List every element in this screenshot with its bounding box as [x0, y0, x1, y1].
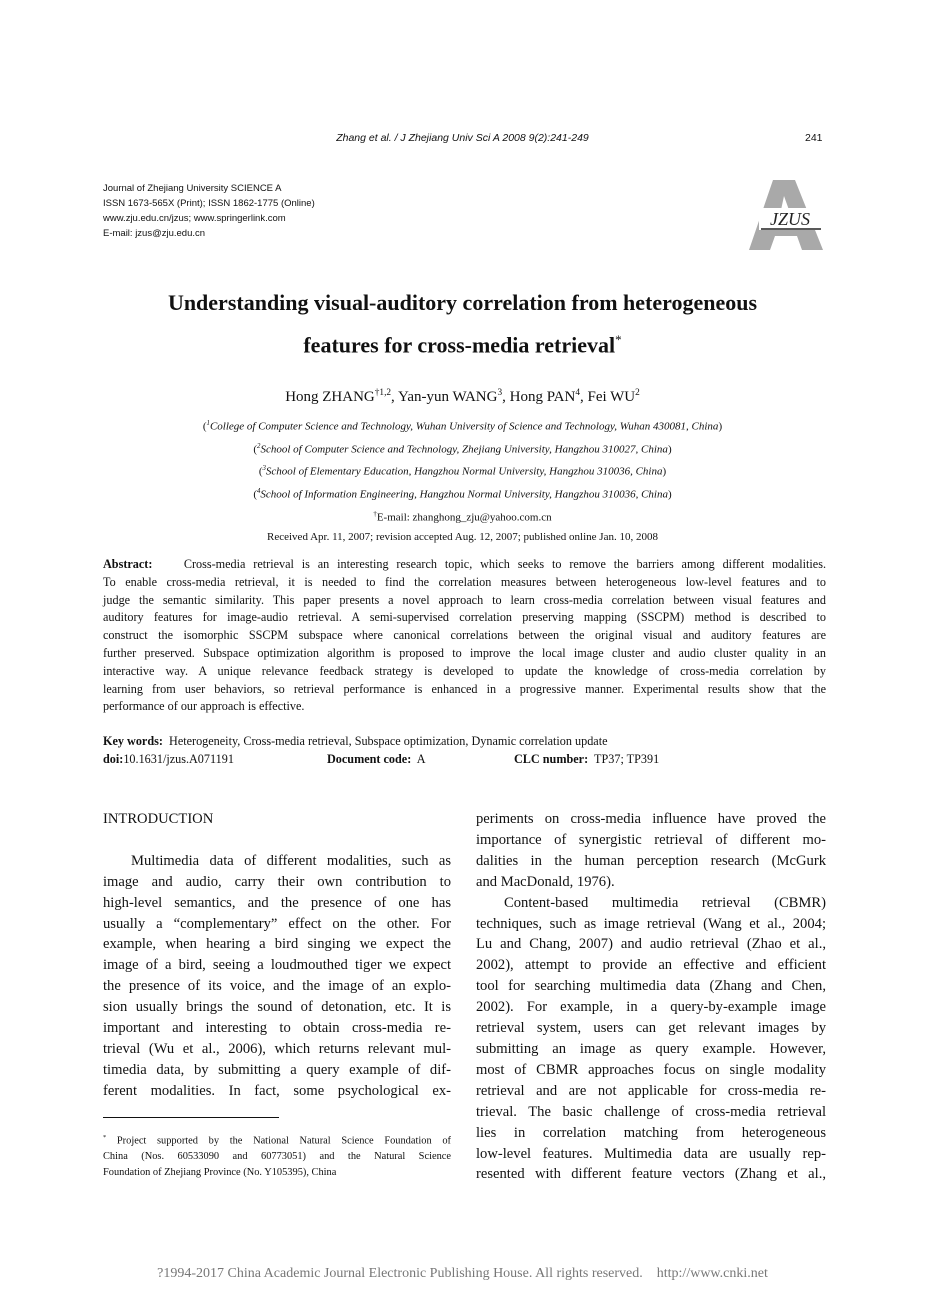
affiliation-text: College of Computer Science and Technology, Wuhan University of Science and Technology, Wuhan 430081, China: [209, 420, 719, 433]
journal-issn: ISSN 1673-565X (Print); ISSN 1862-1775 (Online): [103, 198, 315, 209]
author-separator: ,: [580, 389, 588, 405]
journal-email: E-mail: jzus@zju.edu.cn: [103, 228, 206, 239]
abstract-line: [103, 609, 826, 627]
copyright-footer: ?1994-2017 China Academic Journal Electronic Publishing House. All rights reserved. http://www.cnki.net: [157, 1266, 768, 1281]
abstract-text: learning from user behaviors, so retrieval performance is enhanced in a progressive manner. Experimental results show that the: [103, 681, 826, 696]
abstract-text: construct the isomorphic SSCPM subspace where canonical correlations between the original visual and auditory features are: [103, 628, 826, 643]
affiliation-text: School of Computer Science and Technology, Zhejiang University, Hangzhou 310027, China: [260, 443, 668, 456]
affiliation-number: 2: [257, 442, 261, 450]
abstract-text: further preserved. Subspace optimization algorithm is proposed to improve the local image cluster and audio cluster quality in an: [103, 645, 826, 660]
body-text-line: example, when hearing a bird singing we expect the: [103, 936, 451, 953]
affiliation: ($^4$School of Information Engineering, Hangzhou Normal University, Hangzhou 310036, China): [253, 487, 672, 501]
abstract-line: [103, 556, 826, 574]
abstract-text: Cross-media retrieval is an interesting research topic, which seeks to remove the barriers among different modalities.: [183, 557, 826, 571]
abstract-text: judge the semantic similarity. This paper presents a novel approach to learn cross-media correlation between visual features and: [103, 592, 826, 607]
body-text-line: importance of synergistic retrieval of different mo-: [476, 831, 826, 848]
doi-value: 10.1631/jzus.A071191: [123, 751, 234, 766]
body-text-line: low-level features. Multimedia data are usually rep-: [476, 1145, 826, 1162]
body-text-line: trieval (Wu et al., 2006), which returns relevant mul-: [103, 1040, 451, 1057]
body-text-line: and MacDonald, 1976).: [476, 873, 615, 890]
author-affiliation-mark: 3: [497, 388, 503, 398]
author-affiliation-mark: 4: [575, 388, 580, 398]
journal-info: [103, 181, 315, 241]
body-text-line: Multimedia data of different modalities, such as: [131, 852, 451, 869]
affiliation: ($^1$College of Computer Science and Technology, Wuhan University of Science and Technology, Wuhan 430081, China): [202, 420, 723, 433]
doi-line: doi:10.1631/jzus.A071191 Document code: A CLC number: TP37; TP391: [103, 751, 660, 766]
author-separator: ,: [391, 389, 398, 405]
email-mark: †: [373, 510, 377, 518]
affiliation-text: School of Information Engineering, Hangzhou Normal University, Hangzhou 310036, China: [260, 488, 668, 501]
body-text-line: usually a “complementary” effect on the other. For: [103, 915, 451, 932]
body-text-line: tool for searching multimedia data (Zhang and Chen,: [476, 978, 826, 995]
left-column-text: [103, 851, 451, 1102]
footnote-text: China (Nos. 60533090 and 60773051) and the Natural Science: [103, 1151, 451, 1163]
affiliation: ($^2$School of Computer Science and Technology, Zhejiang University, Hangzhou 310027, China): [253, 442, 672, 456]
svg-text:JZUS: JZUS: [770, 209, 810, 229]
running-head: Zhang et al. / J Zhejiang Univ Sci A 2008 9(2):241-249: [336, 132, 589, 144]
affiliations: [0, 414, 925, 547]
body-text-line: 2002), attempt to provide an effective and efficient: [476, 957, 826, 974]
abstract-text: auditory features for image-audio retrieval. A semi-supervised correlation preserving mapping (SSCPM) method is described to: [103, 610, 826, 625]
author-affiliation-mark: †1,2: [374, 388, 392, 398]
paper-title: [0, 284, 925, 363]
footnote-text: Project supported by the National Natural Science Foundation of: [106, 1135, 451, 1147]
affiliation-text: School of Elementary Education, Hangzhou Normal University, Hangzhou 310036, China: [265, 465, 663, 478]
body-text-line: retrieval system, users can get relevant images by: [476, 1020, 826, 1037]
author-name: Hong ZHANG: [285, 389, 375, 405]
affiliation-number: 4: [256, 487, 261, 495]
right-column-text: [476, 809, 826, 1185]
abstract-label: Abstract:: [103, 557, 153, 571]
abstract-line: [103, 663, 826, 681]
body-text-line: important and interesting to obtain cross-media re-: [103, 1020, 451, 1037]
document-code: A: [416, 751, 426, 766]
abstract-line: [103, 698, 826, 716]
abstract-text: performance of our approach is effective.: [103, 699, 305, 714]
abstract-line: [103, 592, 826, 610]
body-text-line: trieval. The basic challenge of cross-media retrieval: [476, 1103, 826, 1120]
body-text-line: techniques, such as image retrieval (Wang et al., 2004;: [476, 915, 826, 932]
body-text-line: submitting an image as query example. However,: [476, 1040, 826, 1057]
left-column: [103, 809, 451, 1102]
body-text-line: high-level semantics, and the presence of one has: [103, 894, 451, 911]
right-column: [476, 809, 826, 1185]
abstract: [103, 556, 826, 716]
journal-urls: www.zju.edu.cn/jzus; www.springerlink.com: [103, 213, 286, 224]
journal-name: Journal of Zhejiang University SCIENCE A: [103, 183, 282, 194]
author-list: [0, 388, 925, 406]
keywords-line: Key words: Heterogeneity, Cross-media retrieval, Subspace optimization, Dynamic correlation update: [103, 734, 608, 748]
footnote-divider: [103, 1117, 279, 1118]
affiliation-number: 1: [206, 420, 210, 427]
received-dates: Received Apr. 11, 2007; revision accepted Aug. 12, 2007; published online Jan. 10, 2008: [267, 531, 658, 544]
clc-number: TP37; TP391: [594, 751, 660, 766]
author-name: Yan-yun WANG: [398, 389, 498, 405]
body-text-line: resented with different feature vectors (Zhang et al.,: [476, 1166, 826, 1183]
body-text-line: 2002). For example, in a query-by-example image: [476, 999, 826, 1016]
footnote: [103, 1130, 451, 1181]
corresponding-email: [0, 505, 925, 528]
body-text-line: ferent modalities. In fact, some psychological ex-: [103, 1082, 451, 1099]
abstract-line: [103, 645, 826, 663]
body-text-line: sion usually brings the sound of detonation, etc. It is: [103, 999, 451, 1016]
author-affiliation-mark: 2: [635, 388, 640, 398]
keywords-block: [103, 733, 826, 768]
page-number: 241: [805, 132, 823, 144]
body-text-line: timedia data, by submitting a query example of dif-: [103, 1061, 451, 1078]
jzus-logo: [745, 178, 827, 257]
author-name: Hong PAN: [509, 389, 576, 405]
affiliation: ($^3$School of Elementary Education, Hangzhou Normal University, Hangzhou 310036, China): [258, 465, 667, 478]
title-footnote-mark: *: [615, 332, 622, 347]
author-name: Fei WU: [587, 389, 636, 405]
abstract-line: [103, 681, 826, 699]
footnote-line: [103, 1130, 451, 1149]
body-text-line: the presence of its voice, and the image of an explo-: [103, 978, 451, 995]
footnote-line: [103, 1149, 451, 1165]
body-text-line: most of CBMR approaches focus on single modality: [476, 1061, 826, 1078]
body-text-line: Lu and Chang, 2007) and audio retrieval (Zhao et al.,: [476, 936, 826, 953]
body-text-line: retrieval and are not applicable for cross-media re-: [476, 1082, 826, 1099]
abstract-text: To enable cross-media retrieval, it is needed to find the correlation measures between heterogeneous low-level features and to: [103, 574, 826, 589]
body-text-line: image and audio, carry their own contribution to: [103, 873, 451, 890]
footnote-mark: *: [103, 1134, 107, 1141]
section-heading-introduction: INTRODUCTION: [103, 811, 214, 827]
body-text-line: periments on cross-media influence have proved the: [476, 811, 826, 827]
footnote-line: [103, 1165, 451, 1181]
abstract-line: [103, 627, 826, 645]
body-text-line: image of a bird, seeing a loudmouthed tiger we expect: [103, 957, 451, 974]
author-separator: ,: [502, 389, 510, 405]
body-text-line: dalities in the human perception research (McGurk: [476, 852, 826, 869]
title-line-1: Understanding visual-auditory correlation from heterogeneous: [167, 290, 758, 315]
abstract-text: interactive way. A unique relevance feedback strategy is developed to update the knowledge of cross-media correlation by: [103, 663, 826, 678]
title-line-2: features for cross-media retrieval*: [303, 332, 622, 358]
email-text: E-mail: zhanghong_zju@yahoo.com.cn: [376, 511, 552, 524]
footnote-text: Foundation of Zhejiang Province (No. Y105395), China: [103, 1167, 337, 1179]
abstract-line: [103, 574, 826, 592]
affiliation-number: 3: [262, 465, 266, 473]
body-text-line: Content-based multimedia retrieval (CBMR): [504, 894, 826, 911]
body-text-line: lies in correlation matching from heterogeneous: [476, 1124, 826, 1141]
